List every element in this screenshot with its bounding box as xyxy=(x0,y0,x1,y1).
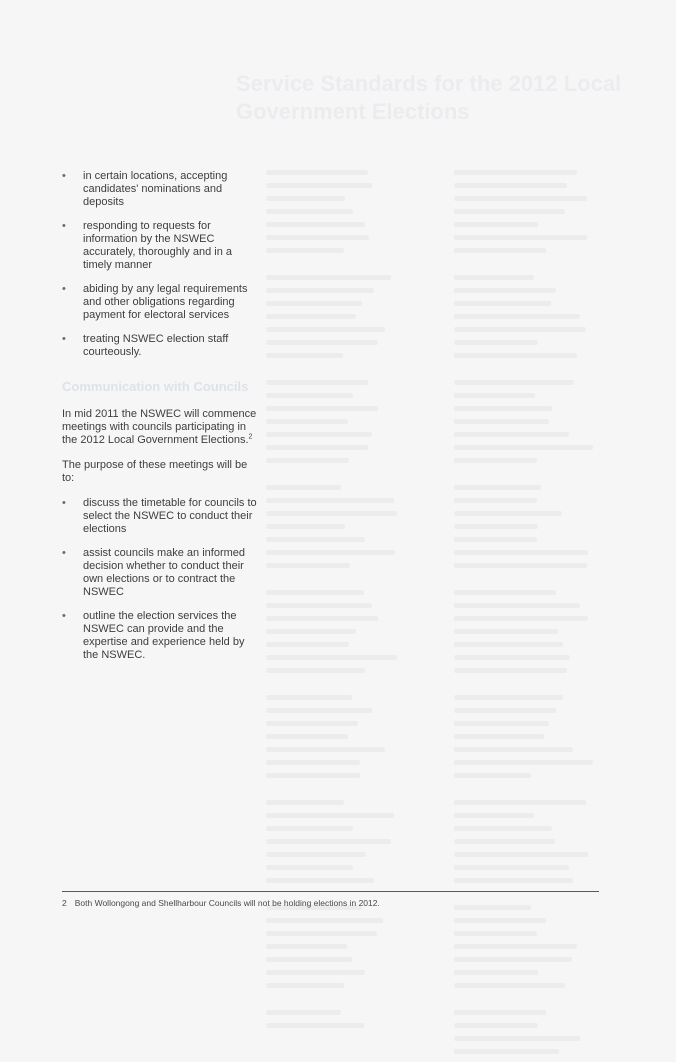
show-through-line xyxy=(266,760,360,765)
show-through-line xyxy=(454,393,535,398)
show-through-line xyxy=(454,432,569,437)
show-through-line xyxy=(454,944,577,949)
show-through-line xyxy=(454,458,537,463)
show-through-line xyxy=(266,314,356,319)
show-through-line xyxy=(266,275,391,280)
list-item: • treating NSWEC election staff courteously. xyxy=(62,333,260,359)
show-through-line xyxy=(454,353,577,358)
show-through-line xyxy=(266,1023,364,1028)
show-through-line xyxy=(454,616,588,621)
show-through-line xyxy=(266,839,391,844)
show-through-line xyxy=(454,248,546,253)
show-through-line xyxy=(454,603,580,608)
show-through-line xyxy=(266,655,397,660)
show-through-line xyxy=(266,852,366,857)
show-through-line xyxy=(454,813,534,818)
show-through-line xyxy=(454,222,538,227)
show-through-line xyxy=(266,773,360,778)
show-through-line xyxy=(454,563,587,568)
footnote-number: 2 xyxy=(62,898,67,908)
show-through-line xyxy=(454,800,586,805)
show-through-line xyxy=(266,498,394,503)
show-through-line xyxy=(454,629,558,634)
show-through-line xyxy=(454,511,562,516)
show-through-line xyxy=(266,511,397,516)
list-item: • abiding by any legal requirements and other obligations regarding payment for electoral services xyxy=(62,283,260,322)
show-through-line xyxy=(454,170,577,175)
show-through-line xyxy=(266,235,369,240)
list-item: • responding to requests for information by the NSWEC accurately, thoroughly and in a timely manner xyxy=(62,220,260,272)
show-through-line xyxy=(266,458,349,463)
show-through-line xyxy=(266,393,353,398)
show-through-line xyxy=(266,813,394,818)
show-through-line xyxy=(266,327,385,332)
show-through-line xyxy=(266,747,385,752)
show-through-line xyxy=(266,380,368,385)
show-through-line xyxy=(266,196,345,201)
show-through-line xyxy=(454,760,593,765)
show-through-line xyxy=(454,1036,580,1041)
show-through-line xyxy=(454,957,572,962)
show-through-line xyxy=(454,865,569,870)
show-through-line xyxy=(454,747,573,752)
show-through-line xyxy=(266,616,378,621)
show-through-line xyxy=(454,406,552,411)
show-through-line xyxy=(266,931,377,936)
show-through-line xyxy=(454,301,551,306)
show-through-line xyxy=(266,708,372,713)
show-through-line xyxy=(266,353,343,358)
list-item: • assist councils make an informed decision whether to conduct their own elections or to contract the NSWEC xyxy=(62,547,260,599)
show-through-line xyxy=(266,629,356,634)
show-through-line xyxy=(266,721,358,726)
paragraph xyxy=(62,408,260,447)
show-through-line xyxy=(266,826,353,831)
show-through-line xyxy=(266,563,350,568)
show-through-line xyxy=(454,498,537,503)
section-heading: Communication with Councils xyxy=(62,379,249,394)
show-through-line xyxy=(266,485,341,490)
show-through-line xyxy=(454,668,567,673)
show-through-line xyxy=(266,695,352,700)
show-through-line xyxy=(454,327,586,332)
show-through-line xyxy=(454,445,593,450)
show-through-line xyxy=(266,288,374,293)
show-through-line xyxy=(266,222,365,227)
show-through-line xyxy=(266,406,378,411)
show-through-line xyxy=(266,878,374,883)
show-through-line xyxy=(454,852,588,857)
show-through-line xyxy=(454,314,580,319)
show-through-line xyxy=(266,537,365,542)
show-through-line xyxy=(266,734,348,739)
show-through-line xyxy=(266,865,353,870)
show-through-line xyxy=(454,721,549,726)
show-through-line xyxy=(266,590,364,595)
list-item: • discuss the timetable for councils to select the NSWEC to conduct their elections xyxy=(62,497,260,536)
meeting-purpose-list xyxy=(62,497,260,662)
show-through-line xyxy=(266,668,365,673)
show-through-line xyxy=(266,642,349,647)
show-through-line xyxy=(266,445,368,450)
show-through-line xyxy=(266,524,345,529)
show-through-line xyxy=(454,1049,559,1054)
show-through-line xyxy=(266,957,352,962)
show-through-line xyxy=(266,340,378,345)
show-through-line xyxy=(266,983,344,988)
show-through-line xyxy=(266,248,344,253)
responsibilities-list xyxy=(62,170,260,359)
show-through-line xyxy=(454,773,531,778)
show-through-line xyxy=(454,485,541,490)
show-through-line xyxy=(266,183,372,188)
show-through-line xyxy=(454,537,537,542)
show-through-line xyxy=(266,301,362,306)
show-through-line xyxy=(266,970,365,975)
page-title: Service Standards for the 2012 Local Government Elections xyxy=(236,71,622,124)
show-through-line xyxy=(454,970,538,975)
show-through-line xyxy=(454,524,538,529)
show-through-line xyxy=(266,170,368,175)
show-through-line xyxy=(454,275,534,280)
show-through-line xyxy=(266,209,353,214)
show-through-line xyxy=(454,655,570,660)
list-item: • in certain locations, accepting candidates' nominations and deposits xyxy=(62,170,260,209)
show-through-line xyxy=(454,695,563,700)
show-through-line xyxy=(266,432,372,437)
show-through-line xyxy=(454,983,565,988)
show-through-line xyxy=(266,800,344,805)
show-through-line xyxy=(454,340,538,345)
footnote-divider xyxy=(62,891,599,892)
show-through-line xyxy=(454,209,565,214)
show-through-line xyxy=(454,1010,546,1015)
footnote xyxy=(62,898,599,909)
show-through-line xyxy=(454,183,567,188)
show-through-line xyxy=(454,590,556,595)
show-through-line xyxy=(454,380,574,385)
show-through-line xyxy=(454,235,587,240)
show-through-line xyxy=(454,642,563,647)
paragraph-text: In mid 2011 the NSWEC will commence meetings with councils participating in the 2012 Local Government Elections. xyxy=(62,408,257,446)
show-through-line xyxy=(454,931,537,936)
left-column xyxy=(62,170,260,673)
show-through-line xyxy=(266,550,395,555)
show-through-line xyxy=(454,708,556,713)
paragraph: The purpose of these meetings will be to: xyxy=(62,459,248,484)
show-through-line xyxy=(266,944,347,949)
show-through-line xyxy=(454,1023,538,1028)
show-through-line xyxy=(454,839,555,844)
show-through-line xyxy=(454,419,549,424)
show-through-line xyxy=(266,419,348,424)
show-through-line xyxy=(266,603,372,608)
page-number xyxy=(598,28,644,50)
show-through-line xyxy=(454,918,546,923)
show-through-line xyxy=(266,1010,341,1015)
show-through-line xyxy=(454,878,573,883)
show-through-line xyxy=(454,734,544,739)
show-through-line xyxy=(454,826,552,831)
show-through-line xyxy=(454,288,556,293)
show-through-line xyxy=(454,196,587,201)
footnote-text: Both Wollongong and Shellharbour Councils will not be holding elections in 2012. xyxy=(74,898,380,908)
list-item: • outline the election services the NSWEC can provide and the expertise and experience held by the NSWEC. xyxy=(62,610,260,662)
show-through-line xyxy=(454,550,588,555)
footnote-ref: 2 xyxy=(248,433,253,441)
faded-column-right xyxy=(454,170,594,1062)
show-through-line xyxy=(266,918,383,923)
